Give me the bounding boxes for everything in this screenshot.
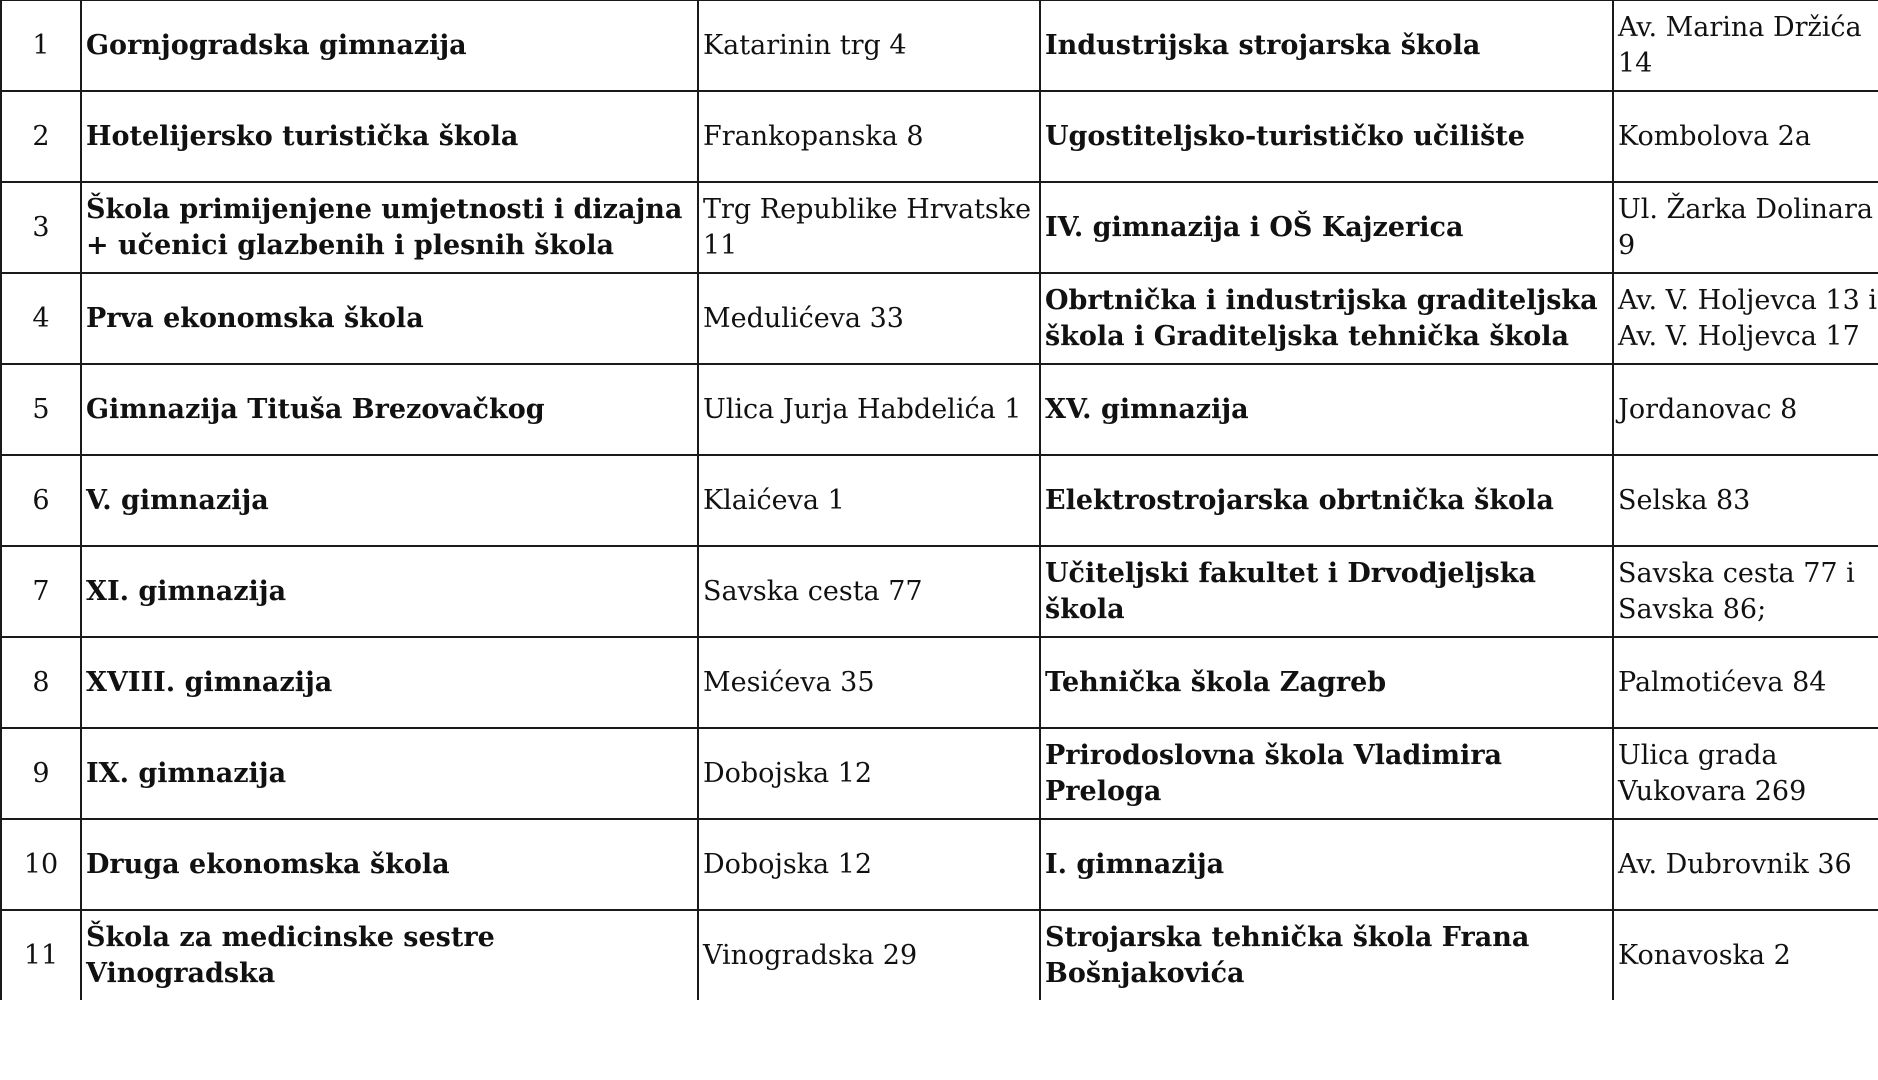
school-address-left: Ulica Jurja Habdelića 1	[698, 364, 1040, 455]
school-name-left: Škola primijenjene umjetnosti i dizajna + učenici glazbenih i plesnih škola	[81, 182, 698, 273]
school-address-right: Kombolova 2a	[1613, 91, 1878, 182]
row-number: 11	[1, 910, 81, 1000]
school-address-left: Frankopanska 8	[698, 91, 1040, 182]
school-address-right: Palmotićeva 84	[1613, 637, 1878, 728]
school-name-left: Škola za medicinske sestre Vinogradska	[81, 910, 698, 1000]
school-name-right: IV. gimnazija i OŠ Kajzerica	[1040, 182, 1613, 273]
school-address-right: Jordanovac 8	[1613, 364, 1878, 455]
table-row	[1, 91, 1878, 182]
table-row	[1, 273, 1878, 364]
school-name-right: Učiteljski fakultet i Drvodjeljska škola	[1040, 546, 1613, 637]
school-name-left: XI. gimnazija	[81, 546, 698, 637]
school-address-right: Ul. Žarka Dolinara 9	[1613, 182, 1878, 273]
school-address-left: Medulićeva 33	[698, 273, 1040, 364]
row-number: 6	[1, 455, 81, 546]
school-address-left: Trg Republike Hrvatske 11	[698, 182, 1040, 273]
school-address-left: Katarinin trg 4	[698, 1, 1040, 92]
school-name-left: Gornjogradska gimnazija	[81, 1, 698, 92]
table-row	[1, 546, 1878, 637]
school-address-right: Ulica grada Vukovara 269	[1613, 728, 1878, 819]
schools-table-body	[1, 1, 1878, 1001]
school-address-right: Av. Marina Držića 14	[1613, 1, 1878, 92]
school-address-left: Mesićeva 35	[698, 637, 1040, 728]
school-name-right: Ugostiteljsko-turističko učilište	[1040, 91, 1613, 182]
school-address-right: Av. V. Holjevca 13 i Av. V. Holjevca 17	[1613, 273, 1878, 364]
table-row	[1, 1, 1878, 92]
school-name-left: Druga ekonomska škola	[81, 819, 698, 910]
row-number: 10	[1, 819, 81, 910]
table-row	[1, 910, 1878, 1000]
school-name-right: Prirodoslovna škola Vladimira Preloga	[1040, 728, 1613, 819]
school-name-right: I. gimnazija	[1040, 819, 1613, 910]
school-name-right: Industrijska strojarska škola	[1040, 1, 1613, 92]
row-number: 1	[1, 1, 81, 92]
school-name-right: Elektrostrojarska obrtnička škola	[1040, 455, 1613, 546]
row-number: 3	[1, 182, 81, 273]
school-name-right: Obrtnička i industrijska graditeljska škola i Graditeljska tehnička škola	[1040, 273, 1613, 364]
school-address-right: Selska 83	[1613, 455, 1878, 546]
school-address-right: Konavoska 2	[1613, 910, 1878, 1000]
school-address-right: Savska cesta 77 i Savska 86;	[1613, 546, 1878, 637]
row-number: 7	[1, 546, 81, 637]
table-row	[1, 728, 1878, 819]
school-name-left: XVIII. gimnazija	[81, 637, 698, 728]
school-name-left: Gimnazija Tituša Brezovačkog	[81, 364, 698, 455]
school-name-left: IX. gimnazija	[81, 728, 698, 819]
table-row	[1, 455, 1878, 546]
table-row	[1, 819, 1878, 910]
row-number: 5	[1, 364, 81, 455]
row-number: 4	[1, 273, 81, 364]
school-name-right: Strojarska tehnička škola Frana Bošnjakovića	[1040, 910, 1613, 1000]
school-name-right: Tehnička škola Zagreb	[1040, 637, 1613, 728]
school-name-left: Prva ekonomska škola	[81, 273, 698, 364]
table-row	[1, 637, 1878, 728]
school-address-left: Dobojska 12	[698, 728, 1040, 819]
school-address-left: Vinogradska 29	[698, 910, 1040, 1000]
school-name-right: XV. gimnazija	[1040, 364, 1613, 455]
row-number: 9	[1, 728, 81, 819]
table-row	[1, 364, 1878, 455]
school-address-left: Klaićeva 1	[698, 455, 1040, 546]
school-address-left: Savska cesta 77	[698, 546, 1040, 637]
table-row	[1, 182, 1878, 273]
school-name-left: V. gimnazija	[81, 455, 698, 546]
school-address-left: Dobojska 12	[698, 819, 1040, 910]
school-address-right: Av. Dubrovnik 36	[1613, 819, 1878, 910]
row-number: 2	[1, 91, 81, 182]
school-name-left: Hotelijersko turistička škola	[81, 91, 698, 182]
row-number: 8	[1, 637, 81, 728]
